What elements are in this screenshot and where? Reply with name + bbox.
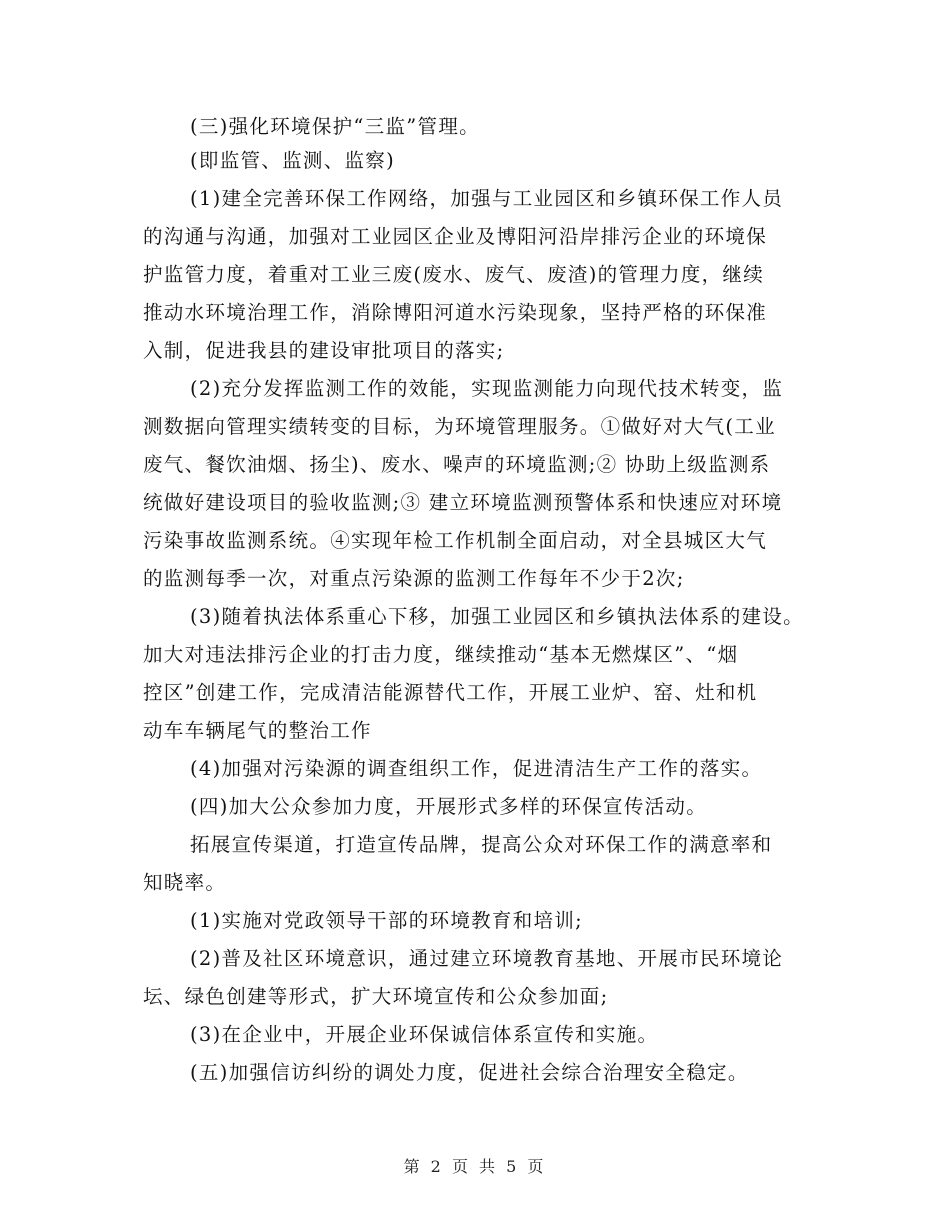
text-line: 加大对违法排污企业的打击力度，继续推动“基本无燃煤区”、“烟 <box>143 643 739 666</box>
text-line: 动车车辆尾气的整治工作 <box>143 719 372 742</box>
text-line: 测数据向管理实绩转变的目标，为环境管理服务。①做好对大气(工业 <box>143 415 776 438</box>
text-line: 坛、绿色创建等形式，扩大环境宣传和公众参加面; <box>143 985 609 1008</box>
text-line: (三)强化环境保护“三监”管理。 <box>190 115 480 138</box>
text-line: 统做好建设项目的验收监测;③ 建立环境监测预警体系和快速应对环境 <box>143 491 783 514</box>
text-line: (四)加大公众参加力度，开展形式多样的环保宣传活动。 <box>190 795 708 818</box>
text-line: (1)建全完善环保工作网络，加强与工业园区和乡镇环保工作人员 <box>190 187 784 210</box>
text-line: (1)实施对党政领导干部的环境教育和培训; <box>190 909 583 932</box>
text-line: 入制，促进我县的建设审批项目的落实; <box>143 339 505 362</box>
text-line: (五)加强信访纠纷的调处力度，促进社会综合治理安全稳定。 <box>190 1061 749 1084</box>
text-line: 知晓率。 <box>143 871 227 894</box>
text-line: 污染事故监测系统。④实现年检工作机制全面启动，对全县城区大气 <box>143 529 768 552</box>
text-line: 控区”创建工作，完成清洁能源替代工作，开展工业炉、窑、灶和机 <box>143 681 758 704</box>
text-line: 的监测每季一次，对重点污染源的监测工作每年不少于2次; <box>143 567 685 590</box>
text-line: (2)普及社区环境意识，通过建立环境教育基地、开展市民环境论 <box>190 947 784 970</box>
text-line: 拓展宣传渠道，打造宣传品牌，提高公众对环保工作的满意率和 <box>190 833 773 856</box>
text-line: (4)加强对污染源的调查组织工作，促进清洁生产工作的落实。 <box>190 757 763 780</box>
text-line: 的沟通与沟通，加强对工业园区企业及博阳河沿岸排污企业的环境保 <box>143 225 768 248</box>
text-line: (3)随着执法体系重心下移，加强工业园区和乡镇执法体系的建设。 <box>190 605 804 628</box>
text-line: 废气、餐饮油烟、扬尘)、废水、噪声的环境监测;② 协助上级监测系 <box>143 453 771 476</box>
text-line: 推动水环境治理工作，消除博阳河道水污染现象，坚持严格的环保准 <box>143 301 768 324</box>
page-number-footer: 第 2 页 共 5 页 <box>403 1157 547 1176</box>
text-line: (2)充分发挥监测工作的效能，实现监测能力向现代技术转变，监 <box>190 377 784 400</box>
text-line: 护监管力度，着重对工业三废(废水、废气、废渣)的管理力度，继续 <box>143 263 765 286</box>
text-line: (3)在企业中，开展企业环保诚信体系宣传和实施。 <box>190 1023 659 1046</box>
text-line: (即监管、监测、监察) <box>190 149 396 172</box>
